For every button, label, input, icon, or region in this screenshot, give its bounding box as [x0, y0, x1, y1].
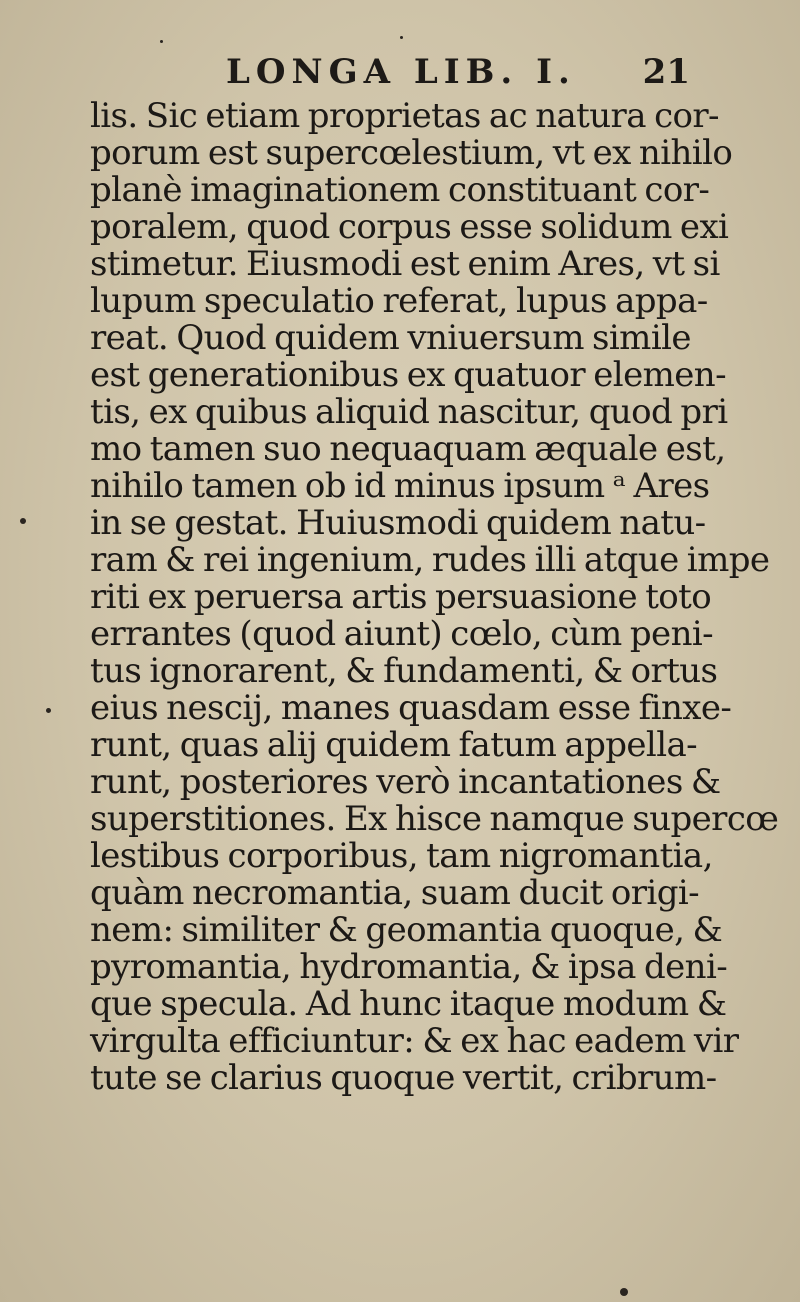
text-line: ram & rei ingenium, rudes illi atque impe [90, 540, 770, 580]
text-line: porum est supercœlestium, vt ex nihilo [90, 133, 733, 173]
ink-speck [620, 1288, 628, 1296]
body-text [90, 96, 779, 1098]
text-line: lupum speculatio referat, lupus appa- [90, 281, 708, 321]
text-line: runt, posteriores verò incantationes & [90, 762, 721, 802]
text-line: superstitiones. Ex hisce namque supercœ [90, 799, 779, 839]
text-line: reat. Quod quidem vniuersum simile [90, 318, 691, 358]
text-line: riti ex peruersa artis persuasione toto [90, 577, 712, 617]
page-number: 21 [642, 52, 690, 92]
text-line: tute se clarius quoque vertit, cribrum- [90, 1058, 717, 1098]
text-line: tus ignorarent, & fundamenti, & ortus [90, 651, 718, 691]
text-line: lis. Sic etiam proprietas ac natura cor- [90, 96, 719, 136]
ink-speck [400, 36, 403, 39]
text-line: virgulta efficiuntur: & ex hac eadem vir [90, 1021, 739, 1061]
running-head: LONGA LIB. I. [226, 52, 576, 92]
text-line: mo tamen suo nequaquam æquale est, [90, 429, 726, 469]
text-line: est generationibus ex quatuor elemen- [90, 355, 726, 395]
text-line: planè imaginationem constituant cor- [90, 170, 710, 210]
text-line: eius nescij, manes quasdam esse finxe- [90, 688, 732, 728]
text-line: quàm necromantia, suam ducit origi- [90, 873, 700, 913]
text-line: nem: similiter & geomantia quoque, & [90, 910, 723, 950]
text-line: que specula. Ad hunc itaque modum & [90, 984, 727, 1024]
ink-speck [160, 40, 163, 43]
text-line: lestibus corporibus, tam nigromantia, [90, 836, 713, 876]
text-line: pyromantia, hydromantia, & ipsa deni- [90, 947, 728, 987]
ink-speck [46, 708, 51, 713]
text-line: in se gestat. Huiusmodi quidem natu- [90, 503, 706, 543]
ink-speck [20, 518, 26, 524]
text-line: errantes (quod aiunt) cœlo, cùm peni- [90, 614, 714, 654]
text-line: poralem, quod corpus esse solidum exi [90, 207, 729, 247]
text-line: nihilo tamen ob id minus ipsum ᵃ Ares [90, 466, 710, 506]
text-line: runt, quas alij quidem fatum appella- [90, 725, 698, 765]
text-line: stimetur. Eiusmodi est enim Ares, vt si [90, 244, 720, 284]
page-header [90, 52, 690, 96]
text-line: tis, ex quibus aliquid nascitur, quod pri [90, 392, 728, 432]
